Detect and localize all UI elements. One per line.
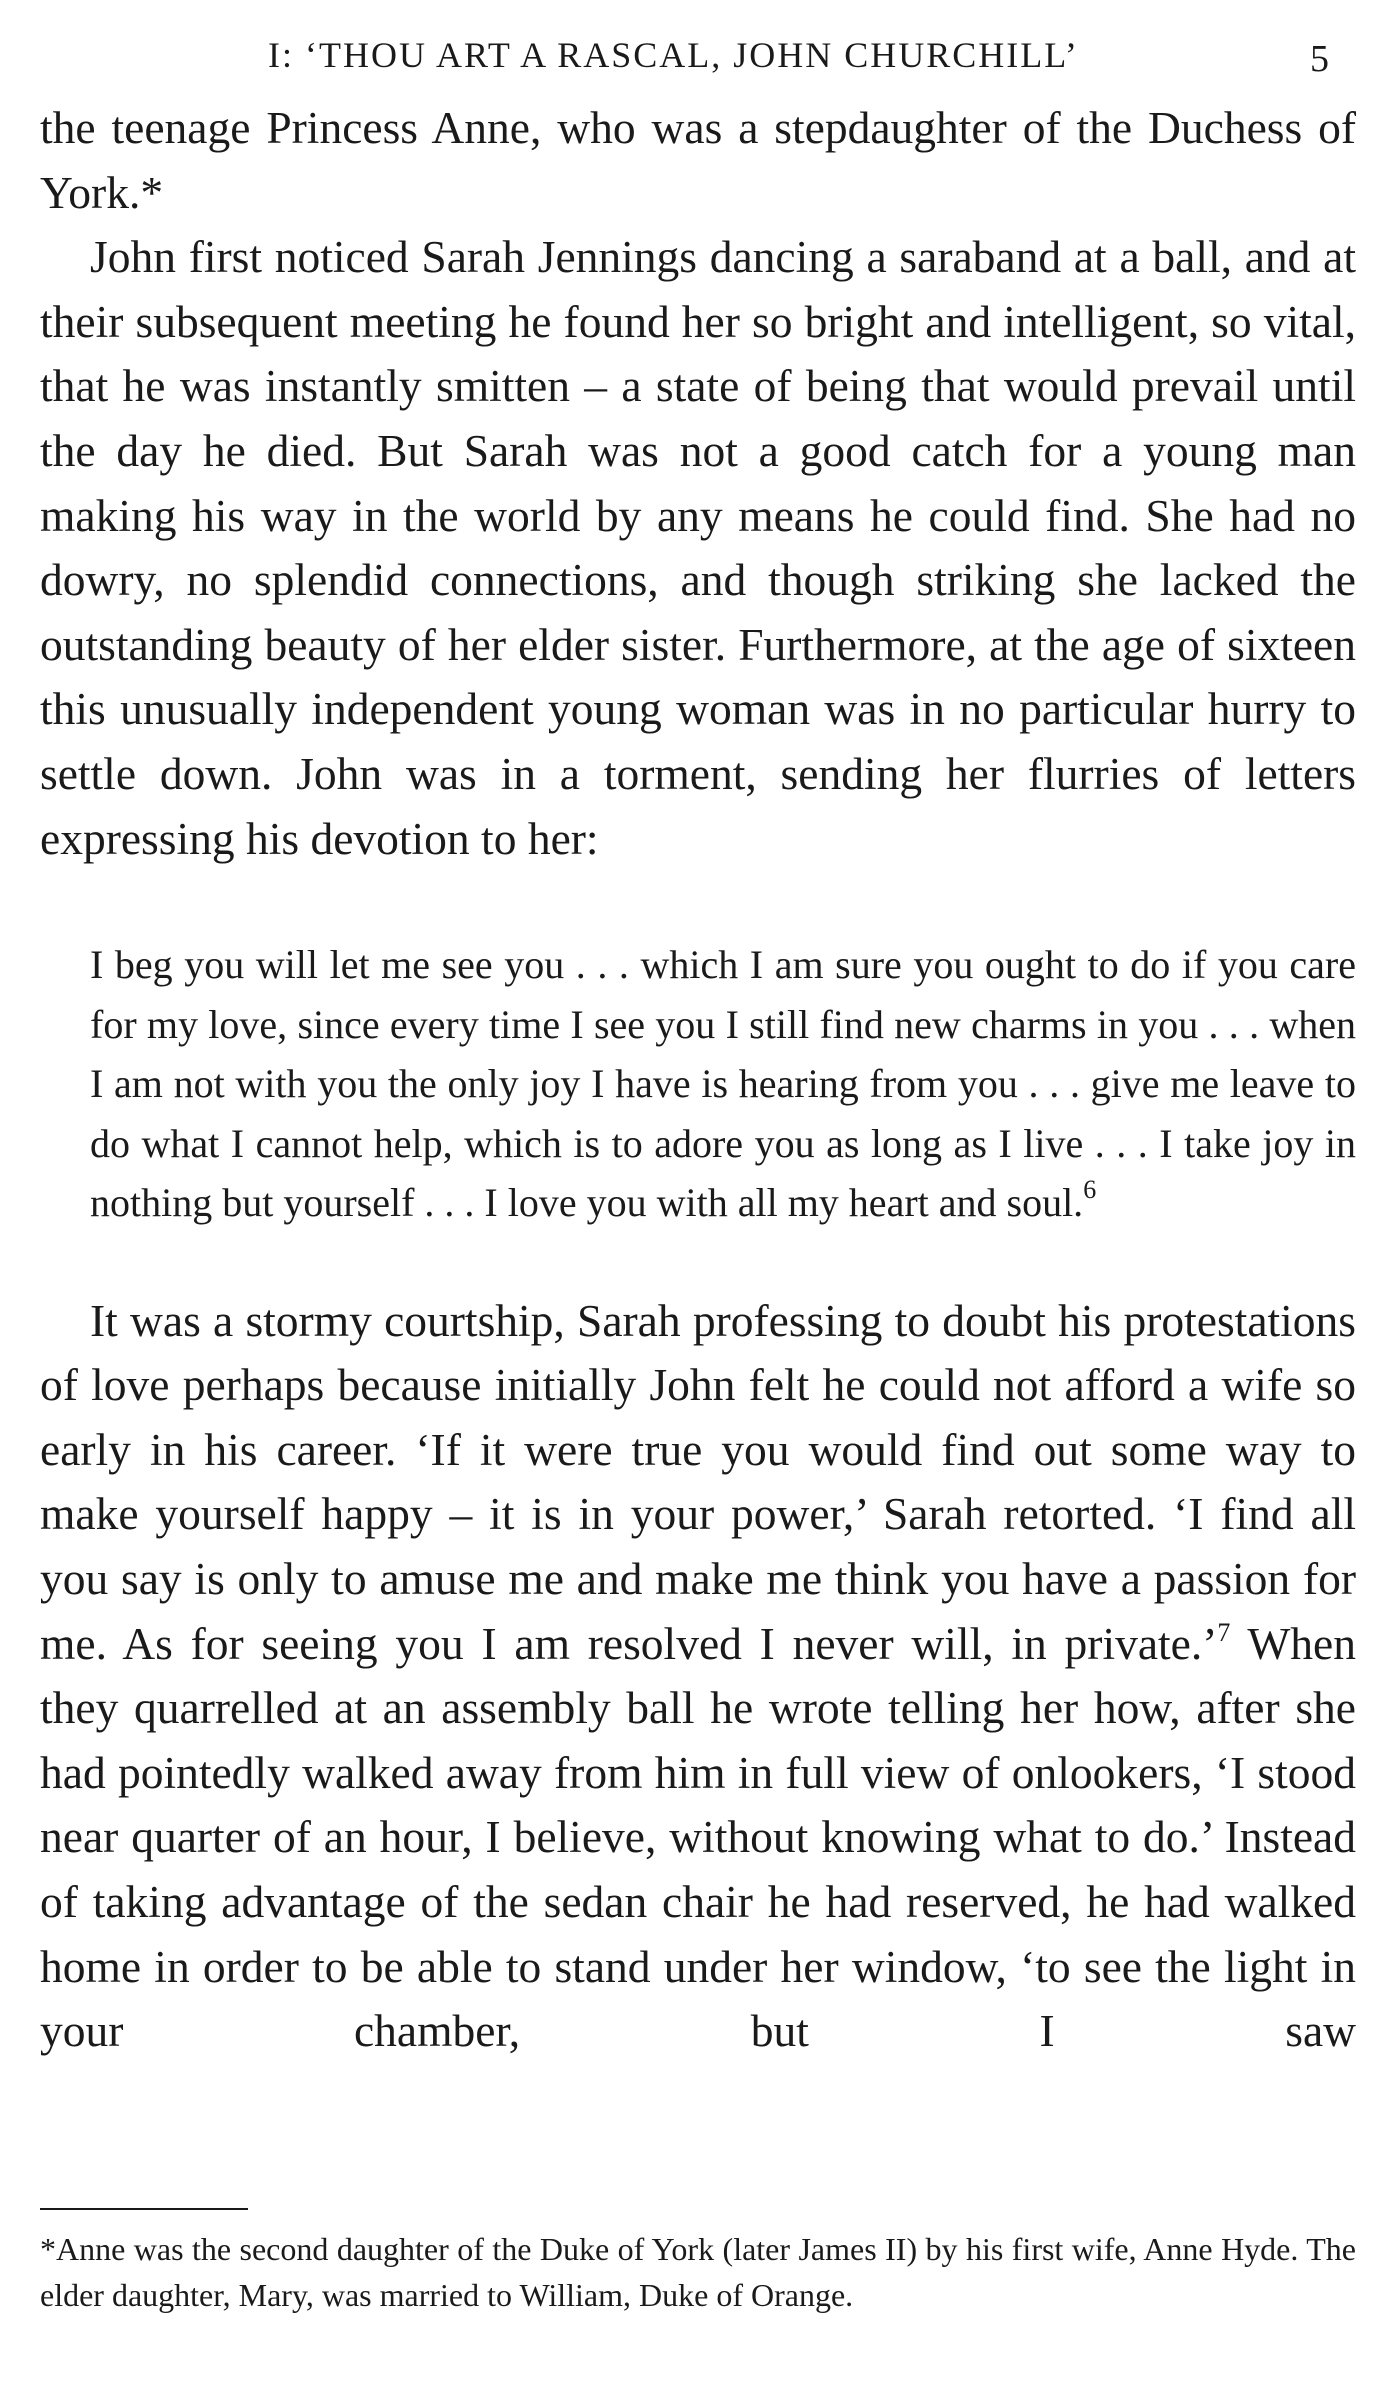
block-quote-text: I beg you will let me see you . . . which I am sure you ought to do if you care for my love, since every time I see you I still find new charms in you . . . when I am not with you the only joy I have is hearing from you . . . give me leave to do what I cannot help, which is to adore you as long as I live . . . I take joy in nothing but yourself . . . I love you with all my heart and soul. [90, 942, 1356, 1226]
footnote: *Anne was the second daughter of the Duke of York (later James II) by his first wife, Anne Hyde. The elder daughter, Mary, was married to William, Duke of Orange. [40, 2231, 1356, 2313]
running-title: I: ‘THOU ART A RASCAL, JOHN CHURCHILL’ [268, 35, 1079, 75]
paragraph-continued: the teenage Princess Anne, who was a stepdaughter of the Duchess of York.* [40, 102, 1356, 218]
running-head [0, 30, 1396, 80]
paragraph-stormy-courtship [40, 1289, 1356, 2064]
block-quote [90, 935, 1356, 1233]
paragraph-courtship-intro: John first noticed Sarah Jennings dancing a saraband at a ball, and at their subsequent meeting he found her so bright and intelligent, so vital, that he was instantly smitten – a state of being that would prevail until the day he died. But Sarah was not a good catch for a young man making his way in the world by any means he could find. She had no dowry, no splendid connections, and though striking she lacked the outstanding beauty of her elder sister. Furthermore, at the age of sixteen this unusually independent young woman was in no particular hurry to settle down. John was in a torment, sending her flurries of letters expressing his devotion to her: [40, 231, 1356, 864]
endnote-ref: 7 [1217, 1617, 1231, 1647]
paragraph-text-part2: When they quarrelled at an assembly ball he wrote telling her how, after she had pointedly walked away from him in full view of onlookers, ‘I stood near quarter of an hour, I believe, without knowing what to do.’ Instead of taking advantage of the sedan chair he had reserved, he had walked home in order to be able to stand under her window, ‘to see the light in your chamber, but I saw [40, 1617, 1357, 2057]
paragraph-text-part1: It was a stormy courtship, Sarah professing to doubt his protestations of love perhaps because initially John felt he could not afford a wife so early in his career. ‘If it were true you would find out some way to make yourself happy – it is in your power,’ Sarah retorted. ‘I find all you say is only to amuse me and make me think you have a passion for me. As for seeing you I am resolved I never will, in private.’ [40, 1294, 1356, 1669]
page-number: 5 [1310, 38, 1329, 80]
footnote-rule [40, 2208, 248, 2210]
main-text [40, 96, 1356, 2064]
endnote-ref: 6 [1083, 1175, 1097, 1205]
